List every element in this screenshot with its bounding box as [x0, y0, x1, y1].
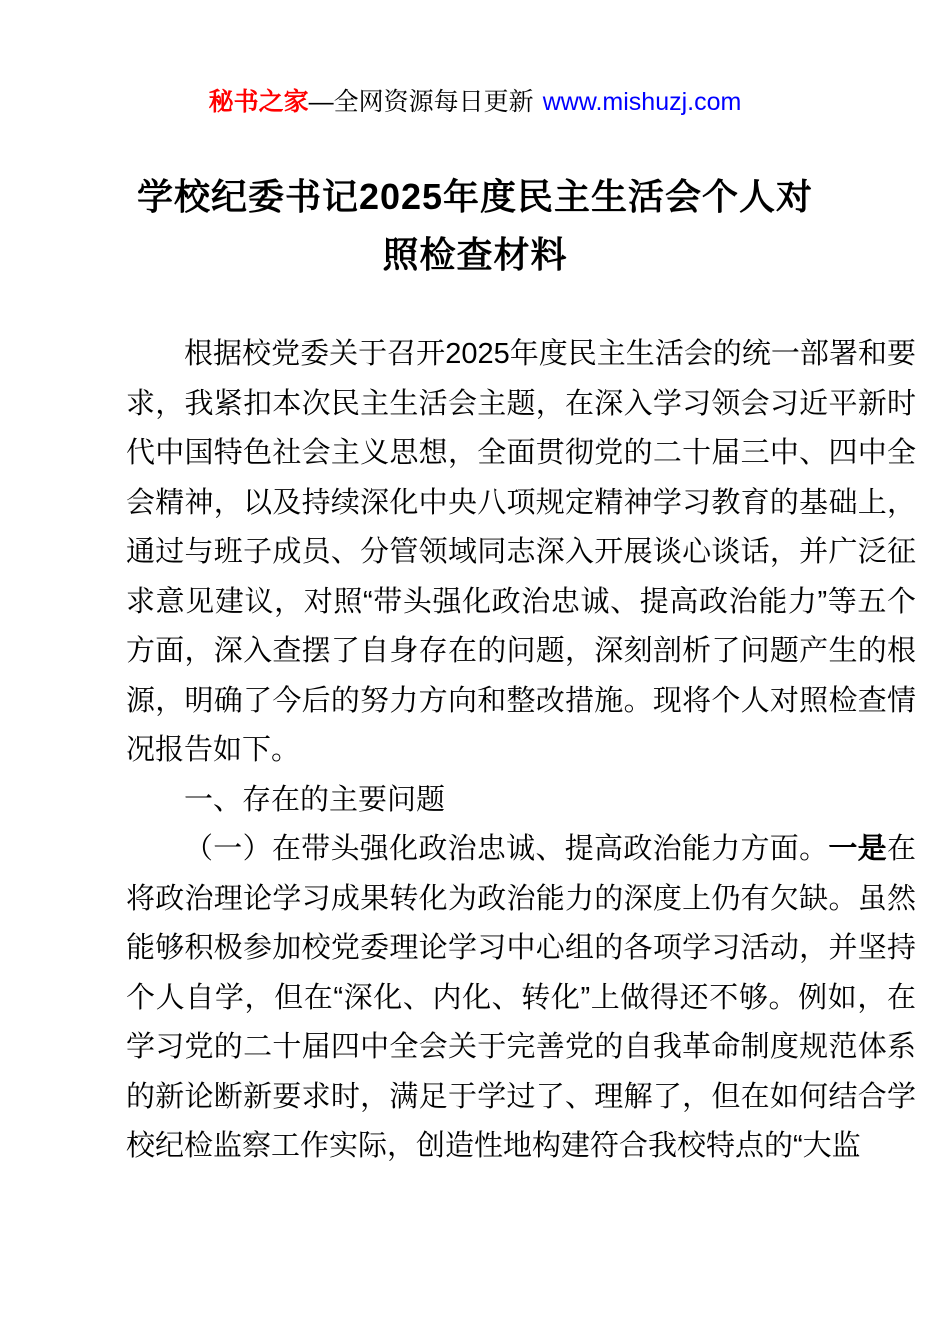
site-header	[0, 86, 950, 118]
site-url-link[interactable]: www.mishuzj.com	[542, 88, 742, 116]
site-brand: 秘书之家	[208, 88, 309, 116]
paragraph-intro: 根据校党委关于召开2025年度民主生活会的统一部署和要求，我紧扣本次民主生活会主题，在深入学习领会习近平新时代中国特色社会主义思想，全面贯彻党的二十届三中、四中全会精神，以及持续深化中央八项规定精神学习教育的基础上，通过与班子成员、分管领域同志深入开展谈心谈话，并广泛征求意见建议，对照“带头强化政治忠诚、提高政治能力”等五个方面，深入查摆了自身存在的问题，深刻剖析了问题产生的根源，明确了今后的努力方向和整改措施。现将个人对照检查情况报告如下。	[126, 338, 916, 766]
site-tagline: —全网资源每日更新	[308, 88, 534, 116]
item1-lead: （一）在带头强化政治忠诚、提高政治能力方面。	[184, 833, 829, 865]
document-title: 学校纪委书记2025年度民主生活会个人对照检查材料	[136, 176, 814, 275]
section-heading-1: 一、存在的主要问题	[184, 783, 446, 816]
item1-body: 在将政治理论学习成果转化为政治能力的深度上仍有欠缺。虽然能够积极参加校党委理论学习中心组的各项学习活动，并坚持个人自学，但在“深化、内化、转化”上做得还不够。例如，在学习党的二十届四中全会关于完善党的自我革命制度规范体系的新论断新要求时，满足于学过了、理解了，但在如何结合学校纪检监察工作实际，创造性地构建符合我校特点的“大监	[126, 833, 916, 1162]
item1-emphasis: 一是	[828, 833, 887, 865]
paragraph-item-1	[126, 825, 916, 1172]
document-body	[126, 330, 916, 1172]
